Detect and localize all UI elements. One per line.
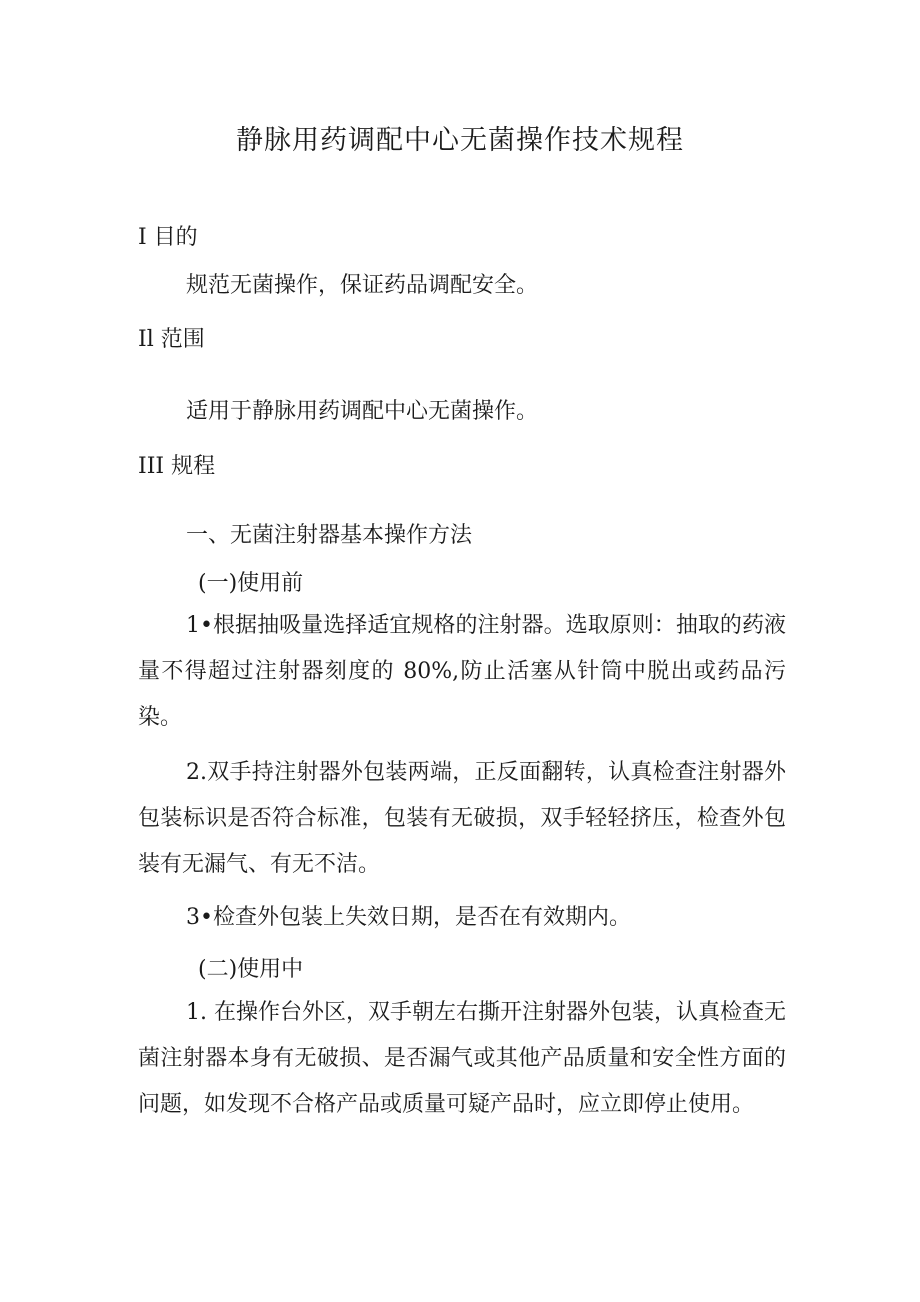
document-title: 静脉用药调配中心无菌操作技术规程 [236, 125, 684, 156]
before-use-heading: (一)使用前 [198, 571, 304, 596]
before-use-item-1: 1•根据抽吸量选择适宜规格的注射器。选取原则：抽取的药液量不得超过注射器刻度的 80%,防止活塞从针筒中脱出或药品污染。 [138, 613, 786, 730]
purpose-text: 规范无菌操作，保证药品调配安全。 [186, 273, 539, 298]
scope-text: 适用于静脉用药调配中心无菌操作。 [186, 399, 539, 424]
part1-heading: 一、无菌注射器基本操作方法 [186, 523, 473, 548]
before-use-item-2: 2.双手持注射器外包装两端，正反面翻转，认真检查注射器外包装标识是否符合标准，包装有无破损，双手轻轻挤压，检查外包装有无漏气、有无不洁。 [138, 760, 786, 877]
scope-heading: Il 范围 [138, 327, 205, 352]
procedure-heading: III 规程 [138, 454, 216, 479]
during-use-heading: (二)使用中 [198, 957, 304, 982]
purpose-heading: I 目的 [138, 225, 198, 250]
before-use-item-3: 3•检查外包装上失效日期，是否在有效期内。 [186, 905, 631, 930]
during-use-item-1: 1. 在操作台外区，双手朝左右撕开注射器外包装，认真检查无菌注射器本身有无破损、是否漏气或其他产品质量和安全性方面的问题，如发现不合格产品或质量可疑产品时，应立即停止使用。 [138, 1000, 786, 1117]
